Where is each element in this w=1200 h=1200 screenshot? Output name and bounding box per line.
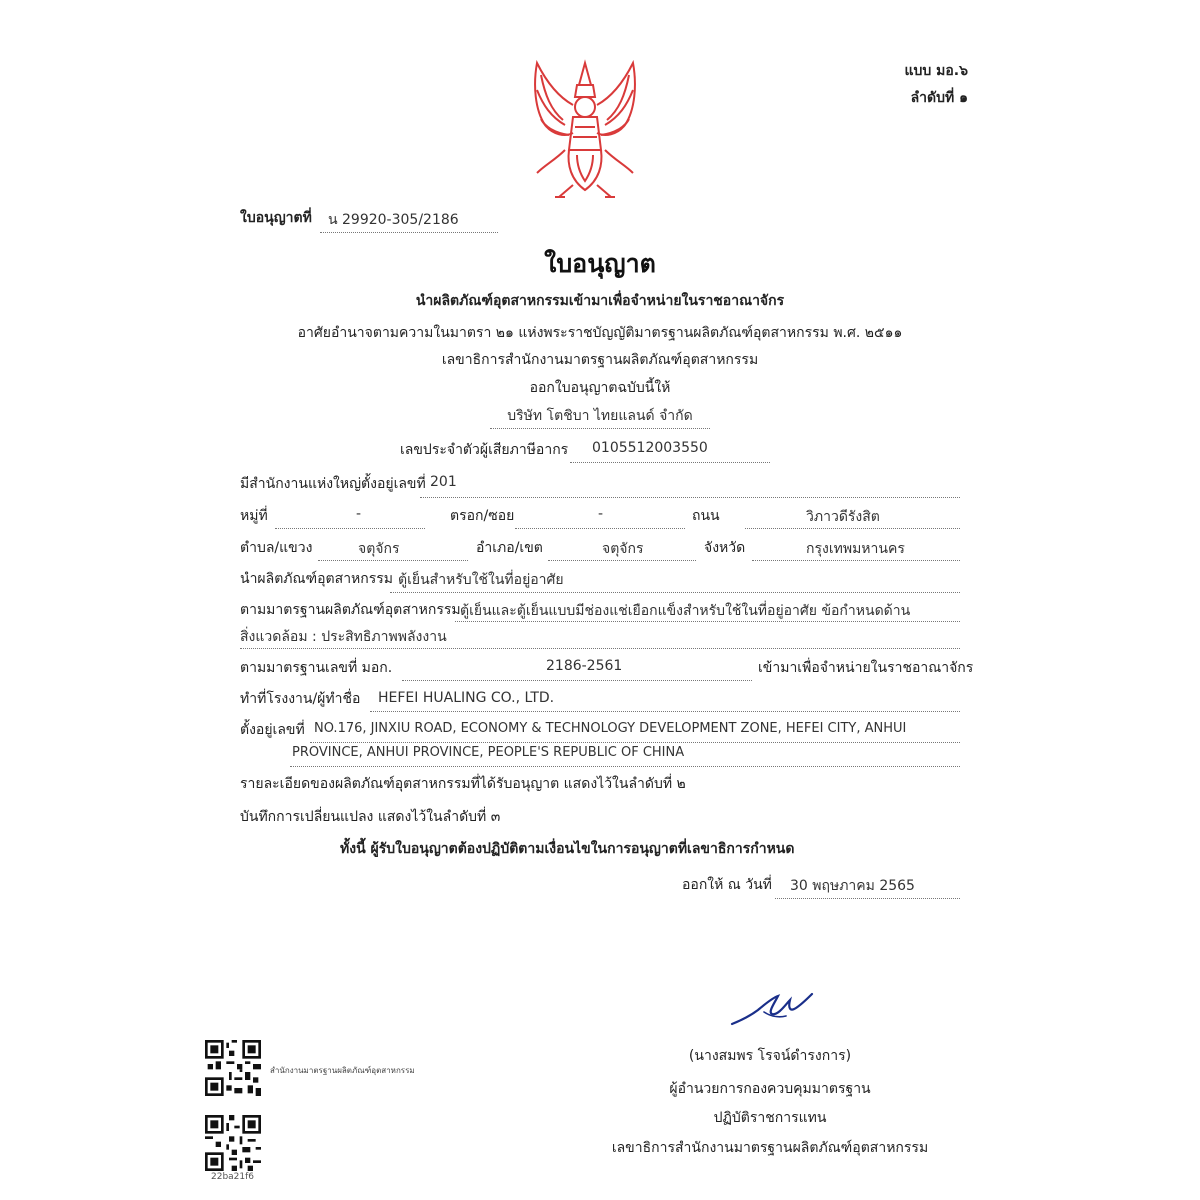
hq-value: 201	[430, 474, 457, 490]
standard-number-value: 2186-2561	[546, 658, 623, 674]
soi-label: ตรอก/ซอย	[450, 508, 515, 524]
authority-line: อาศัยอำนาจตามความในมาตรา ๒๑ แห่งพระราชบัญญัติมาตรฐานผลิตภัณฑ์อุตสาหกรรม พ.ศ. ๒๕๑๑	[297, 325, 903, 341]
product-label: นำผลิตภัณฑ์อุตสาหกรรม	[240, 571, 394, 587]
license-number-label: ใบอนุญาตที่	[240, 210, 312, 226]
standard-number-label: ตามมาตรฐานเลขที่ มอก.	[240, 660, 393, 676]
form-code: แบบ มอ.๖	[904, 63, 968, 79]
company-name: บริษัท โตชิบา ไทยแลนด์ จำกัด	[507, 408, 693, 424]
subdistrict-value: จตุจักร	[358, 541, 400, 557]
garuda-emblem-icon	[515, 55, 655, 205]
issue-line: ออกใบอนุญาตฉบับนี้ให้	[529, 380, 671, 396]
tax-id-value: 0105512003550	[592, 440, 708, 456]
document-code: 22ba21f6	[211, 1172, 255, 1182]
condition-line: ทั้งนี้ ผู้รับใบอนุญาตต้องปฏิบัติตามเงื่อนไขในการอนุญาตที่เลขาธิการกำหนด	[340, 841, 795, 857]
signer-position-1: ผู้อำนวยการกองควบคุมมาตรฐาน	[669, 1081, 871, 1097]
document-subtitle: นำผลิตภัณฑ์อุตสาหกรรมเข้ามาเพื่อจำหน่ายในราชอาณาจักร	[415, 293, 785, 309]
standard-label: ตามมาตรฐานผลิตภัณฑ์อุตสาหกรรม	[240, 602, 461, 618]
moo-label: หมู่ที่	[240, 508, 268, 524]
signature-icon	[728, 990, 818, 1030]
factory-label: ทำที่โรงงาน/ผู้ทำชื่อ	[240, 691, 361, 707]
road-label: ถนน	[692, 508, 720, 524]
district-label: อำเภอ/เขต	[476, 540, 543, 556]
signer-name: (นางสมพร โรจน์ดำรงการ)	[688, 1048, 852, 1064]
province-label: จังหวัด	[704, 540, 746, 556]
product-value: ตู้เย็นสำหรับใช้ในที่อยู่อาศัย	[398, 572, 564, 588]
road-value: วิภาวดีรังสิต	[806, 509, 880, 525]
district-value: จตุจักร	[602, 541, 644, 557]
factory-address-line1: NO.176, JINXIU ROAD, ECONOMY & TECHNOLOGY DEVELOPMENT ZONE, HEFEI CITY, ANHUI	[314, 721, 907, 736]
qr-code-icon	[205, 1115, 261, 1171]
subdistrict-label: ตำบล/แขวง	[240, 540, 313, 556]
soi-value: -	[598, 506, 604, 522]
standard-number-suffix: เข้ามาเพื่อจำหน่ายในราชอาณาจักร	[758, 660, 974, 676]
document-title: ใบอนุญาต	[544, 249, 656, 278]
factory-value: HEFEI HUALING CO., LTD.	[378, 690, 555, 706]
tax-id-label: เลขประจำตัวผู้เสียภาษีอากร	[400, 442, 569, 458]
signer-position-2: ปฏิบัติราชการแทน	[713, 1110, 827, 1126]
sequence-number: ลำดับที่ ๑	[910, 90, 968, 106]
issuer-line: เลขาธิการสำนักงานมาตรฐานผลิตภัณฑ์อุตสาหกรรม	[441, 352, 759, 368]
changes-line: บันทึกการเปลี่ยนแปลง แสดงไว้ในลำดับที่ ๓	[240, 809, 501, 825]
moo-value: -	[356, 506, 362, 522]
factory-address-label: ตั้งอยู่เลขที่	[240, 722, 305, 738]
factory-address-line2: PROVINCE, ANHUI PROVINCE, PEOPLE'S REPUBLIC OF CHINA	[292, 745, 685, 760]
details-line: รายละเอียดของผลิตภัณฑ์อุตสาหกรรมที่ได้รับอนุญาต แสดงไว้ในลำดับที่ ๒	[240, 776, 686, 792]
hq-label: มีสำนักงานแห่งใหญ่ตั้งอยู่เลขที่	[240, 476, 426, 492]
signer-position-3: เลขาธิการสำนักงานมาตรฐานผลิตภัณฑ์อุตสาหกรรม	[611, 1140, 929, 1156]
qr-caption: สำนักงานมาตรฐานผลิตภัณฑ์อุตสาหกรรม	[270, 1066, 415, 1075]
standard-value-line1: ตู้เย็นและตู้เย็นแบบมีช่องแช่เยือกแข็งสำหรับใช้ในที่อยู่อาศัย ข้อกำหนดด้าน	[460, 603, 911, 619]
license-number-value: น 29920-305/2186	[328, 212, 459, 228]
standard-value-line2: สิ่งแวดล้อม : ประสิทธิภาพพลังงาน	[240, 629, 447, 645]
province-value: กรุงเทพมหานคร	[806, 541, 905, 557]
issued-label: ออกให้ ณ วันที่	[682, 877, 772, 893]
issued-date: 30 พฤษภาคม 2565	[790, 878, 915, 894]
qr-code-icon	[205, 1040, 261, 1096]
